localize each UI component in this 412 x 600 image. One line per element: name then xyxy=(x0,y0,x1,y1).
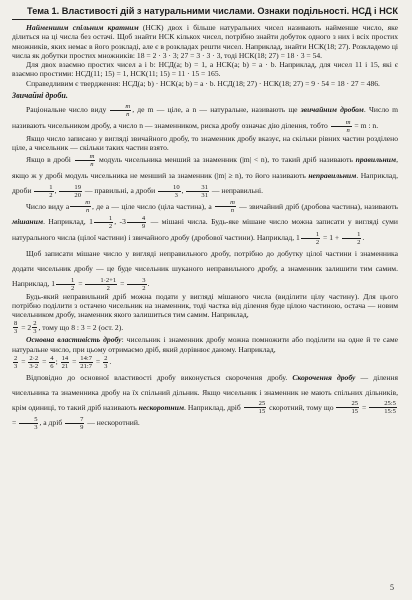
text: = xyxy=(360,402,369,412)
fraction: $\frac{5}{3}$ xyxy=(19,416,38,431)
paragraph-text: (НСК) двох і більше натуральних чисел називають найменше число, яке ділиться на ці числа без остачі. Щоб знайти НСК кількох чисел, потрібно знайти добуток одного з них і всіх простих множників, яких немає в його розкладі, але є в розкладах решти чисел. Наприклад, знайти НСК(18; 27). Розкладемо ці числа як добутки простих множників: 18 = 2 · 3 · 3; 27 = 3 · 3 · 3, тоді НСК(18; 27) = 18 · 3 = 54. xyxy=(12,23,399,60)
text: Щоб записати мішане число у вигляді неправильного дробу, потрібно до добутку цілої частини і знаменника додати чисельник дробу — це буде чисельник шуканого неправильного дробу, а знаменник залишити тим самим. Наприклад, 1 xyxy=(12,248,398,288)
text: = 1 + xyxy=(321,233,342,243)
fraction: $\frac{1}{2}$ xyxy=(34,184,53,199)
text: — нескоротний. xyxy=(85,418,140,428)
paragraph-main-property xyxy=(12,335,398,354)
term-reduction: Скорочення дробу xyxy=(292,372,356,382)
text: , де a — ціле число (ціла частина), а xyxy=(92,201,215,211)
page-header: Тема 1. Властивості дій з натуральними числами. Ознаки подільності. НСД і НСК xyxy=(12,4,398,20)
text: — правильні, а дроби xyxy=(82,185,158,195)
equals-sign: = xyxy=(94,356,103,366)
text: , де m — ціле, а n — натуральне, називають ще xyxy=(132,105,301,115)
paragraph-mixed-to-improper xyxy=(12,246,398,292)
section-title: Звичайні дроби. xyxy=(12,91,68,101)
separator: ; xyxy=(55,356,60,366)
term-main-property: Основна властивість дробу xyxy=(26,335,122,345)
fraction: $\frac{19}{20}$ xyxy=(59,184,82,199)
fraction: $\frac{2}{3}$ xyxy=(14,354,18,370)
paragraph-lcm xyxy=(12,23,398,60)
fraction: $\frac{14:7}{21:7}$ xyxy=(80,354,93,370)
term-irreducible: нескоротним xyxy=(138,402,185,412)
term-common-fraction: звичайним дробом xyxy=(300,105,364,115)
fraction: $\frac{m}{n}$ xyxy=(75,153,96,168)
paragraph-improper-to-mixed: Будь-який неправильний дріб можна подати у вигляді мішаного числа (виділити цілу частину). Для цього потрібно поділити з остачею чисельник на знаменник, тоді частка від ділення буде цілою частиною, остача — новим чисельником дробу, знаменник якого залишиться тим самим. Наприклад, xyxy=(12,291,398,320)
text: модуль чисельника менший за знаменник (|m| < n), то такий дріб називають xyxy=(96,155,356,165)
text: Число виду a xyxy=(26,201,70,211)
text: , якщо ж у дробі модуль чисельника не менший за знаменник (|m| ≥ n), то його називають xyxy=(12,155,398,180)
equals-sign: = xyxy=(70,356,79,366)
fraction: $\frac{10}{3}$ xyxy=(158,184,181,199)
fraction: $\frac{31}{31}$ xyxy=(186,184,209,199)
text: = xyxy=(76,278,85,288)
paragraph-improper-example xyxy=(12,320,398,336)
fraction: $\frac{25}{15}$ xyxy=(336,400,359,415)
paragraph-fraction-def xyxy=(12,102,398,134)
text: = xyxy=(118,278,127,288)
text: . Наприклад, 1 xyxy=(43,217,93,227)
text: . xyxy=(147,278,150,288)
fraction: $\frac{2\cdot 2}{3\cdot 2}$ xyxy=(29,354,39,370)
text: — звичайний дріб (дробова частина), називають xyxy=(236,201,398,211)
fraction: $\frac{4}{6}$ xyxy=(50,354,54,370)
fraction: $\frac{1\cdot 2+1}{2}$ xyxy=(85,277,117,292)
text: — мішані числа. Будь-яке мішане число можна записати у вигляді суми натурального числа (цілої частини) і звичайного дробу (дробової частини). Наприклад, 1 xyxy=(12,217,398,243)
fraction: $\frac{4}{9}$ xyxy=(127,215,146,230)
text: , тому що 8 : 3 = 2 (ост. 2). xyxy=(38,322,124,332)
period: . xyxy=(109,356,112,366)
text: , -3 xyxy=(114,217,126,227)
text: . Наприклад, дроби xyxy=(12,170,398,195)
fraction: $\frac{2}{3}$ xyxy=(104,354,108,370)
fraction: $\frac{1}{2}$ xyxy=(342,231,361,246)
text: . xyxy=(362,233,365,243)
paragraph-gcd-lcm-product: Справедливим є твердження: НСД(a; b) · НСК(a; b) = a · b. НСД(18; 27) · НСК(18; 27) = 9 · 54 = 18 · 27 = 486. xyxy=(26,78,380,88)
fraction: $\frac{m}{n}$ xyxy=(215,199,236,214)
text: — неправильні. xyxy=(210,185,264,195)
paragraph-denominator-meaning: Якщо число записано у вигляді звичайного дробу, то знаменник дробу вказує, на скільки рівних частин розділено ціле, а чисельник — скільки таких частин взято. xyxy=(12,133,398,152)
equals-sign: = xyxy=(19,356,28,366)
fraction: $\frac{8}{3}$ xyxy=(14,320,18,336)
fraction: $\frac{25}{15}$ xyxy=(244,400,267,415)
fraction: $\frac{1}{2}$ xyxy=(301,231,320,246)
term-improper: неправильним xyxy=(308,170,357,180)
text: Раціональне число виду xyxy=(26,105,110,115)
text: скоротний, тому що xyxy=(267,402,336,412)
fraction: $\frac{2}{3}$ xyxy=(33,320,37,336)
text: Якщо в дробі xyxy=(26,155,74,165)
fraction: $\frac{m}{n}$ xyxy=(70,199,91,214)
text: . Число m називають чисельником дробу, а число n — знаменником, риска дробу означає дію ділення, тобто xyxy=(12,105,398,130)
fraction: $\frac{1}{2}$ xyxy=(94,215,113,230)
text: = 2 xyxy=(19,322,32,332)
paragraph-mixed-number xyxy=(12,199,398,246)
text: = m : n. xyxy=(352,120,379,130)
paragraph-reduction xyxy=(12,370,398,432)
paragraph-proper-improper: Якщо в дробі $\frac{m}{n}$ модуль чисельника менший за знаменник (|m| < n), то такий дріб називають правильним, якщо ж у дробі модуль чисельника не менший за знаменник (|m| ≥ n), то його називають неправильним. Наприклад, дроби $\frac{1}{2}$ , $\frac{19}{20}$ — правильні, а дроби $\frac{10}{3}$ , $\frac{31}{31}$ — неправильні. xyxy=(12,152,398,199)
page-number: 5 xyxy=(390,583,394,592)
fraction: $\frac{7}{9}$ xyxy=(65,416,84,431)
text: : чисельник і знаменник дробу можна помножити або поділити на одне й те саме натуральне число, при цьому отримаємо дріб, який дорівнює даному. Наприклад, xyxy=(12,335,398,354)
term-mixed: мішаним xyxy=(12,217,44,227)
fraction: $\frac{25:5}{15:5}$ xyxy=(369,400,397,415)
equation-line xyxy=(12,354,398,370)
equals-sign: = xyxy=(40,356,49,366)
term-lcm: Найменшим спільним кратним xyxy=(26,23,139,32)
term-proper: правильним xyxy=(355,155,397,165)
fraction: $\frac{m}{n}$ xyxy=(331,119,352,134)
paragraph-coprime: Для двох взаємно простих чисел a і b: НСД(a; b) = 1, а НСК(a; b) = a · b. Наприклад, для чисел 11 і 15, які є взаємно простими: НСД(11; 15) = 1, НСК(11; 15) = 11 · 15 = 165. xyxy=(12,60,398,79)
text: = xyxy=(12,418,19,428)
text: Відповідно до основної властивості дробу виконується скорочення дробу. xyxy=(26,372,293,382)
text: — ділення чисельника та знаменника дробу на їх спільний дільник. Якщо чисельник і знаменник не мають спільних дільників, крім одиниці, то такий дріб називають xyxy=(12,372,398,412)
text: , а дріб xyxy=(39,418,65,428)
fraction: $\frac{m}{n}$ xyxy=(110,103,131,118)
fraction: $\frac{14}{21}$ xyxy=(61,354,69,370)
text: . Наприклад, дріб xyxy=(184,402,243,412)
fraction: $\frac{1}{2}$ xyxy=(56,277,75,292)
fraction: $\frac{3}{2}$ xyxy=(127,277,146,292)
